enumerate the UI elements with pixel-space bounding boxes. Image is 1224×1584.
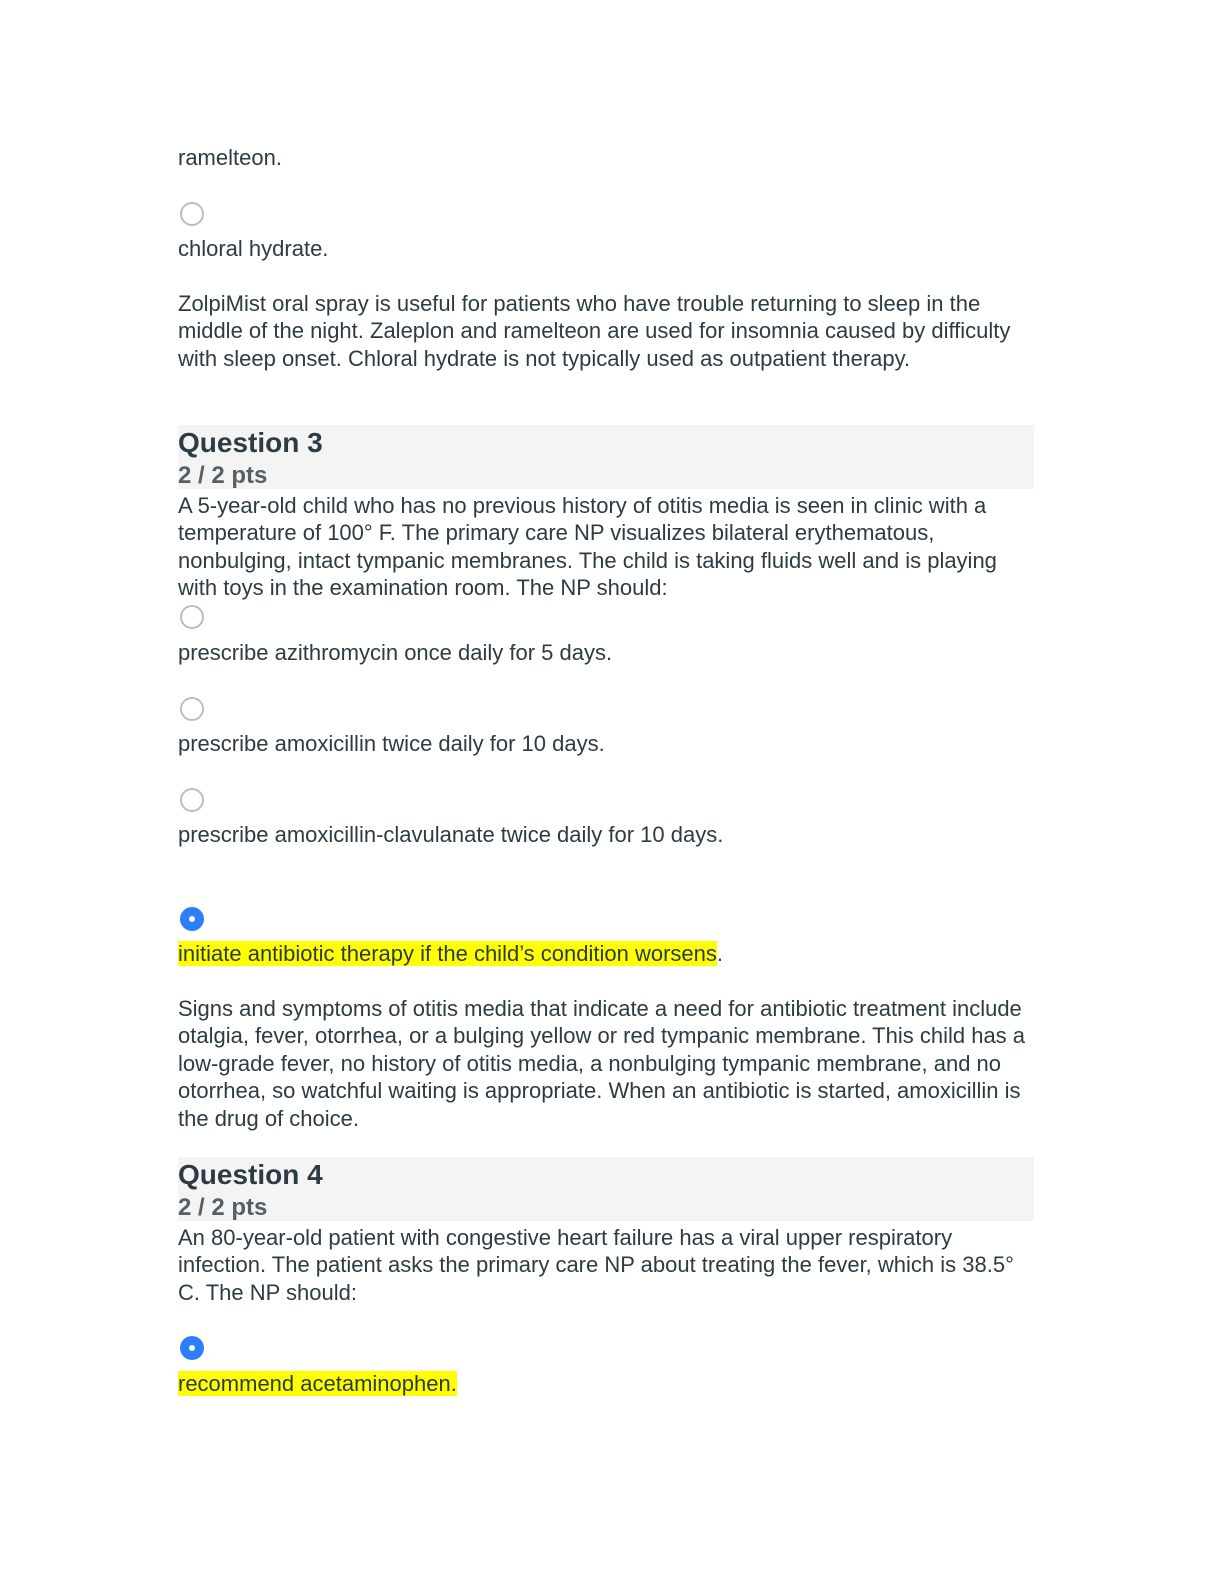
answer-label-suffix: . — [716, 941, 724, 966]
radio-answer-acetaminophen-selected[interactable] — [180, 1336, 204, 1360]
question-prompt: A 5-year-old child who has no previous history of otitis media is seen in clinic with a temperature of 100° F. The primary care NP visualizes bilateral erythematous, nonbulging, intact tympanic membranes. The child is taking fluids well and is playing with toys in the examination room. The NP should: — [178, 493, 997, 601]
answer-explanation: Signs and symptoms of otitis media that indicate a need for antibiotic treatment include otalgia, fever, otorrhea, or a bulging yellow or red tympanic membrane. This child has a low-grade fever, no history of otitis media, a nonbulging tympanic membrane, and no otorrhea, so watchful waiting is appropriate. When an antibiotic is started, amoxicillin is the drug of choice. — [178, 996, 1026, 1131]
answer-label-initiate-if-worsens — [178, 940, 1034, 967]
question-points: 2 / 2 pts — [178, 462, 268, 489]
answer-label-chloral-hydrate: chloral hydrate. — [178, 236, 329, 261]
question-header — [178, 425, 1034, 489]
question-title: Question 3 — [178, 427, 323, 458]
question-prompt: An 80-year-old patient with congestive heart failure has a viral upper respiratory infection. The patient asks the primary care NP about treating the fever, which is 38.5° C. The NP should: — [178, 1225, 1014, 1305]
answer-label-azithromycin: prescribe azithromycin once daily for 5 days. — [178, 640, 613, 665]
radio-answer-chloral-hydrate[interactable] — [180, 202, 204, 226]
question-title: Question 4 — [178, 1159, 323, 1190]
answer-label-ramelteon: ramelteon. — [178, 145, 282, 170]
highlighted-correct-answer: initiate antibiotic therapy if the child’s condition worsens — [178, 941, 717, 966]
radio-answer-amoxicillin-clavulanate[interactable] — [180, 788, 204, 812]
question-points: 2 / 2 pts — [178, 1194, 268, 1221]
answer-explanation: ZolpiMist oral spray is useful for patients who have trouble returning to sleep in the middle of the night. Zaleplon and ramelteon are used for insomnia caused by difficulty with sleep onset. Chloral hydrate is not typically used as outpatient therapy. — [178, 291, 1011, 371]
radio-answer-azithromycin[interactable] — [180, 605, 204, 629]
highlighted-correct-answer: recommend acetaminophen. — [178, 1371, 457, 1396]
radio-answer-amoxicillin[interactable] — [180, 697, 204, 721]
answer-label-amoxicillin: prescribe amoxicillin twice daily for 10 days. — [178, 731, 605, 756]
answer-label-acetaminophen — [178, 1370, 1034, 1397]
question-header — [178, 1157, 1034, 1221]
answer-label-amoxicillin-clavulanate: prescribe amoxicillin-clavulanate twice daily for 10 days. — [178, 822, 724, 847]
radio-answer-initiate-if-worsens-selected[interactable] — [180, 907, 204, 931]
